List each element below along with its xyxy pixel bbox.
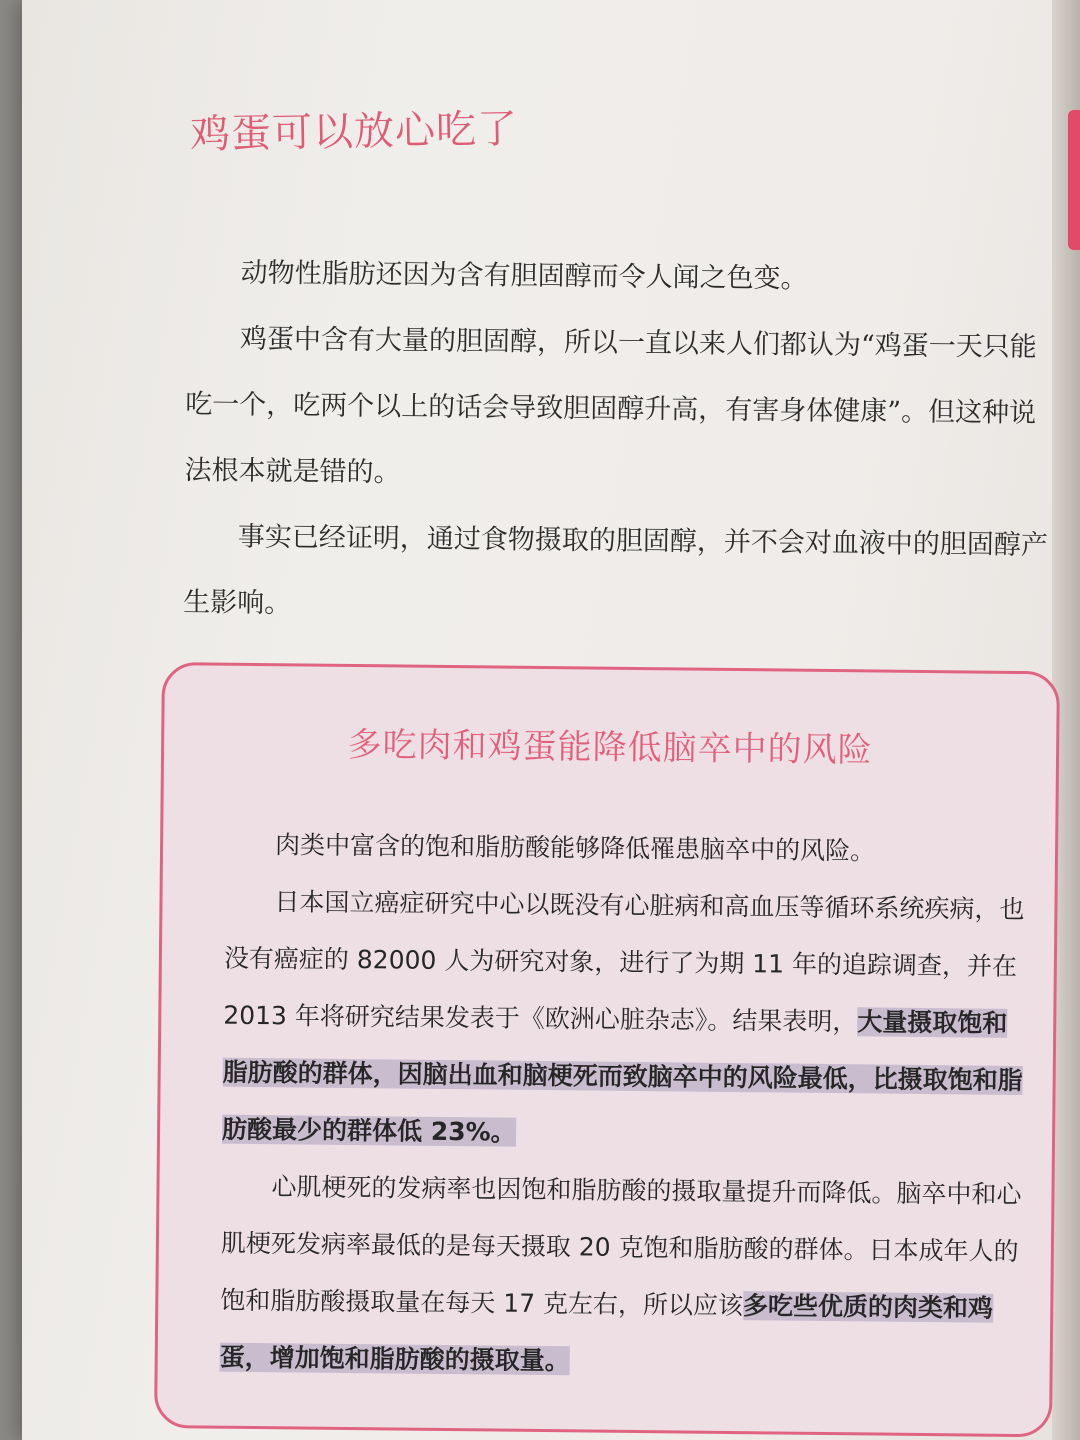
callout-box bbox=[154, 662, 1060, 1437]
callout-paragraph-1: 肉类中富含的饱和脂肪酸能够降低罹患脑卒中的风险。 bbox=[274, 830, 876, 866]
paragraph-1: 动物性脂肪还因为含有胆固醇而令人闻之色变。 bbox=[240, 257, 808, 295]
callout-body bbox=[219, 816, 1025, 1394]
callout-paragraph-2-text: 日本国立癌症研究中心以既没有心脏病和高血压等循环系统疾病，也没有癌症的 82000 人为研究对象，进行了为期 11 年的追踪调查，并在 2013 年将研究结果发表于《欧洲心脏杂志》。结果表明， bbox=[223, 887, 1025, 1037]
callout-title: 多吃肉和鸡蛋能降低脑卒中的风险 bbox=[347, 724, 873, 771]
paragraph-2: 鸡蛋中含有大量的胆固醇，所以一直以来人们都认为“鸡蛋一天只能吃一个，吃两个以上的话会导致胆固醇升高，有害身体健康”。但这种说法根本就是错的。 bbox=[184, 323, 1037, 489]
pink-page-tab bbox=[1068, 110, 1080, 250]
section-heading: 鸡蛋可以放心吃了 bbox=[189, 106, 519, 158]
book-page bbox=[22, 0, 1080, 1440]
highlighted-text-1: 大量摄取饱和脂肪酸的群体，因脑出血和脑梗死而致脑卒中的风险最低，比摄取饱和脂肪酸最少的群体低 23%。 bbox=[221, 1007, 1023, 1147]
highlighted-text-2: 多吃些优质的肉类和鸡蛋，增加饱和脂肪酸的摄取量。 bbox=[219, 1291, 994, 1376]
callout-paragraph-2 bbox=[222, 873, 1025, 1166]
section-body bbox=[183, 240, 1057, 645]
callout-paragraph-3 bbox=[219, 1158, 1021, 1394]
paragraph-3: 事实已经证明，通过食物摄取的胆固醇，并不会对血液中的胆固醇产生影响。 bbox=[183, 521, 1049, 620]
callout-paragraph-3-text: 心肌梗死的发病率也因饱和脂肪酸的摄取量提升而降低。脑卒中和心肌梗死发病率最低的是每天摄取 20 克饱和脂肪酸的群体。日本成年人的饱和脂肪酸摄取量在每天 17 克左右，所以应该 bbox=[220, 1172, 1022, 1321]
